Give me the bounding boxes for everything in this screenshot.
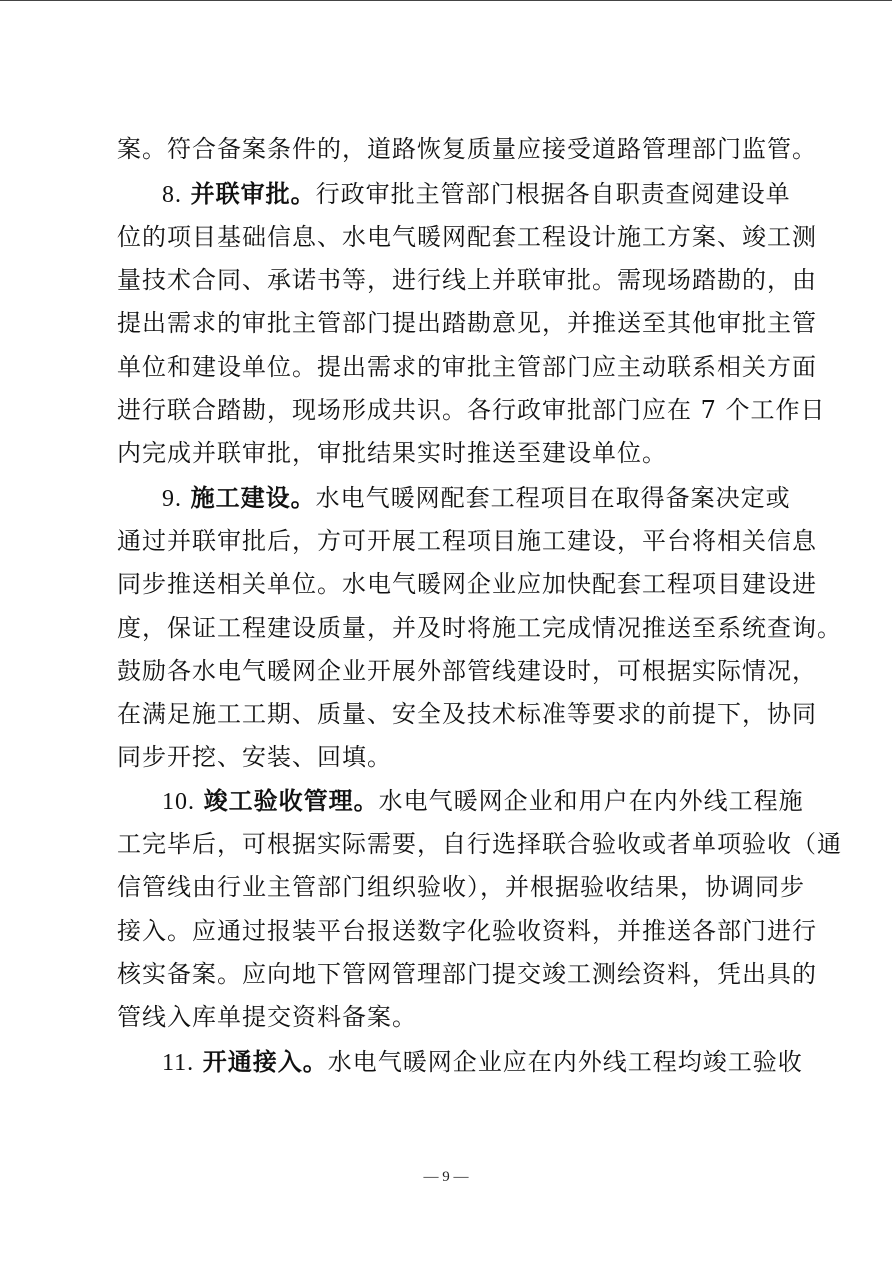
text-line: [117, 307, 817, 339]
text-line: [117, 612, 842, 644]
line-text: 接入。应通过报装平台报送数字化验收资料，并推送各部门进行: [117, 917, 817, 945]
item-number: 10.: [162, 789, 195, 815]
paragraph-first-line: [162, 482, 791, 514]
line-text: 提出需求的审批主管部门提出踏勘意见，并推送至其他审批主管: [117, 309, 817, 337]
line-text: 单位和建设单位。提出需求的审批主管部门应主动联系相关方面: [117, 353, 817, 381]
line-text: 内完成并联审批，审批结果实时推送至建设单位。: [117, 439, 667, 467]
line-text: 行政审批主管部门根据各自职责查阅建设单: [315, 180, 791, 208]
page-number: — 9 —: [423, 1169, 469, 1185]
line-text: 鼓励各水电气暖网企业开展外部管线建设时，可根据实际情况，: [117, 657, 817, 685]
text-line: [117, 264, 817, 296]
text-line: [117, 741, 779, 773]
line-text: 案。符合备案条件的，道路恢复质量应接受道路管理部门监管。: [117, 135, 817, 163]
line-text: 通过并联审批后，方可开展工程项目施工建设，平台将相关信息: [117, 527, 817, 555]
line-text: 量技术合同、承诺书等，进行线上并联审批。需现场踏勘的，由: [117, 266, 817, 294]
item-heading: 竣工验收管理。: [203, 786, 379, 815]
item-number: 9.: [162, 486, 182, 512]
text-line: [117, 655, 817, 687]
item-heading: 并联审批。: [190, 179, 316, 208]
line-text: 同步推送相关单位。水电气暖网企业应加快配套工程项目建设进: [117, 570, 817, 598]
line-text: 核实备案。应向地下管网管理部门提交竣工测绘资料，凭出具的: [117, 960, 817, 988]
line-text: 进行联合踏勘，现场形成共识。各行政审批部门应在 7 个工作日: [117, 396, 826, 424]
item-heading: 开通接入。: [202, 1047, 328, 1076]
text-line: [117, 437, 779, 469]
paragraph-first-line: [162, 1046, 803, 1078]
line-text: 在满足施工工期、质量、安全及技术标准等要求的前提下，协同: [117, 700, 817, 728]
text-line: [117, 133, 817, 165]
item-heading: 施工建设。: [190, 483, 316, 512]
text-line: [117, 698, 817, 730]
text-line: [117, 915, 817, 947]
text-line: [117, 828, 842, 860]
text-line: [117, 394, 826, 426]
item-number: 11.: [162, 1050, 195, 1076]
text-line: [117, 568, 817, 600]
paragraph-first-line: [162, 785, 804, 817]
line-text: 水电气暖网企业和用户在内外线工程施: [378, 787, 804, 815]
line-text: 管线入库单提交资料备案。: [117, 1003, 417, 1031]
text-line: [117, 525, 817, 557]
text-line: [117, 351, 817, 383]
text-line: [117, 871, 805, 903]
line-text: 工完毕后，可根据实际需要，自行选择联合验收或者单项验收（通: [117, 830, 842, 858]
text-line: [117, 958, 817, 990]
line-text: 同步开挖、安装、回填。: [117, 743, 392, 771]
text-line: [117, 221, 817, 253]
line-text: 度，保证工程建设质量，并及时将施工完成情况推送至系统查询。: [117, 614, 842, 642]
line-text: 信管线由行业主管部门组织验收），并根据验收结果，协调同步: [117, 873, 805, 901]
line-text: 水电气暖网配套工程项目在取得备案决定或: [315, 484, 791, 512]
text-line: [117, 1001, 779, 1033]
item-number: 8.: [162, 182, 182, 208]
line-text: 位的项目基础信息、水电气暖网配套工程设计施工方案、竣工测: [117, 223, 817, 251]
line-text: 水电气暖网企业应在内外线工程均竣工验收: [327, 1048, 803, 1076]
paragraph-first-line: [162, 178, 791, 210]
